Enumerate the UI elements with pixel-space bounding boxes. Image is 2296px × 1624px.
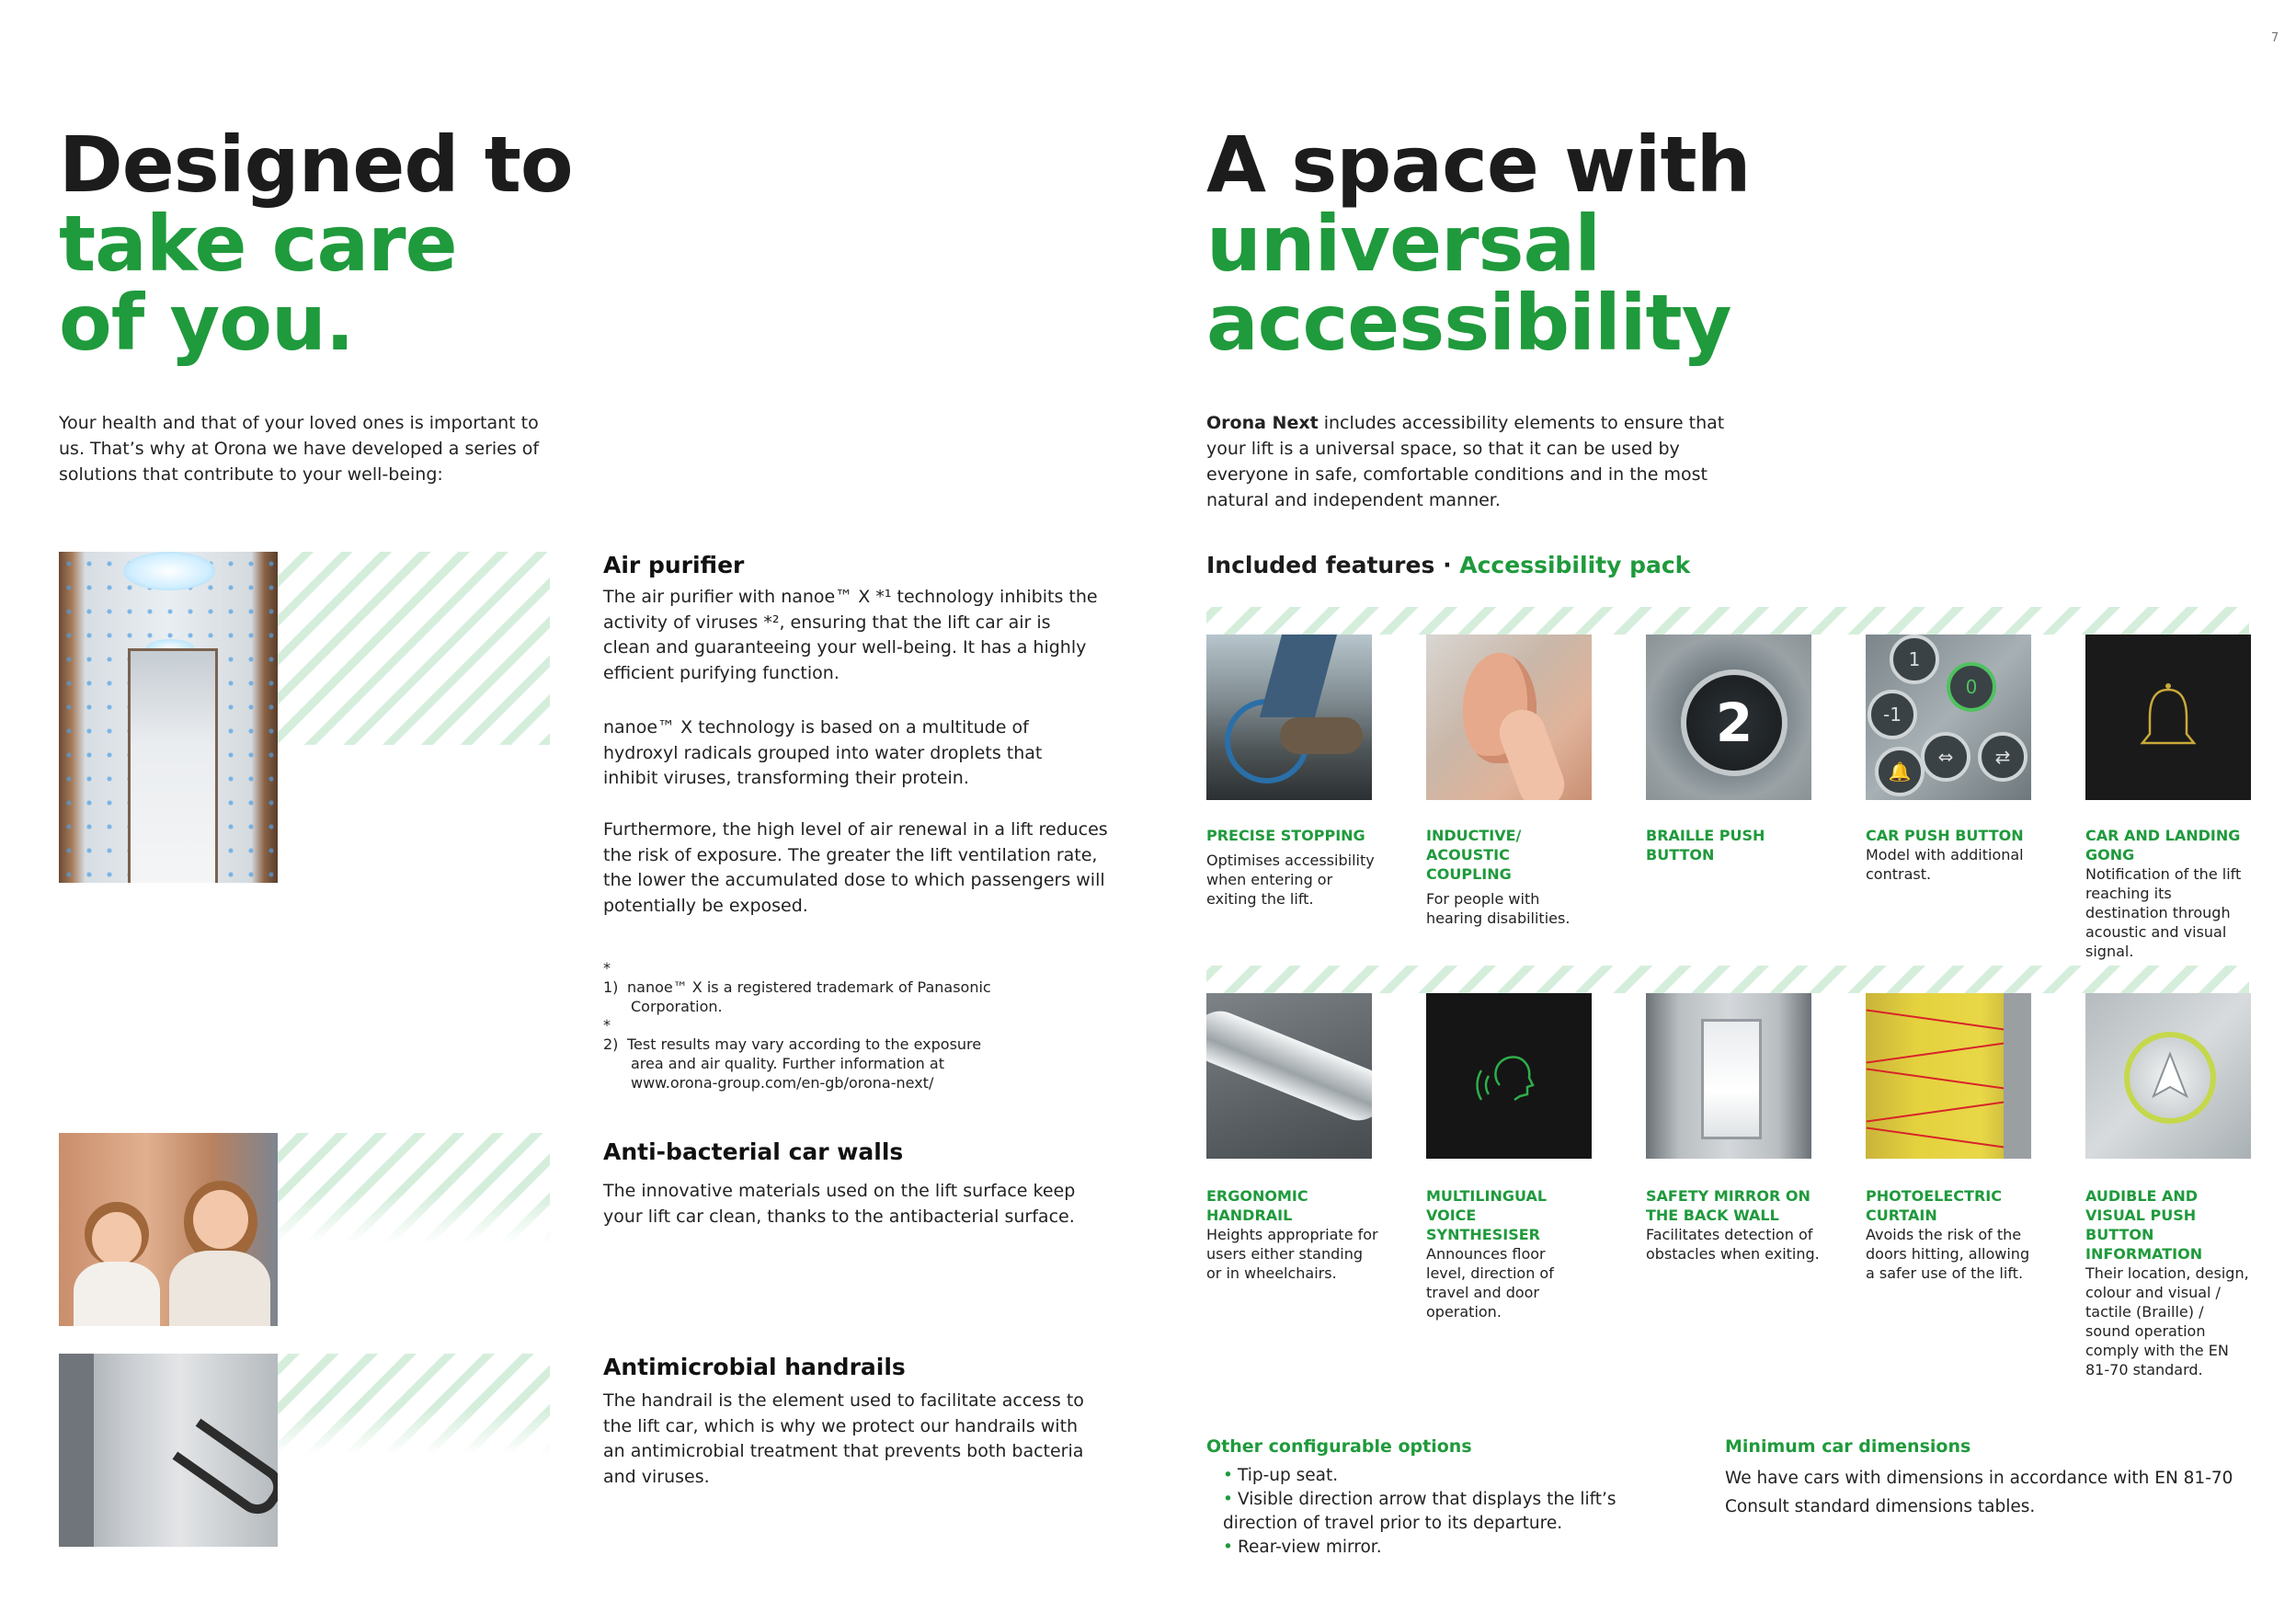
feature-safety-mirror	[1646, 1186, 1834, 1264]
footnote-1	[603, 958, 1081, 1016]
handrail-image	[59, 1354, 278, 1547]
features-heading	[1206, 552, 1690, 578]
feature-desc: Avoids the risk of the doors hitting, allowing a safer use of the lift.	[1866, 1226, 2030, 1282]
features-label: Included features	[1206, 552, 1435, 578]
feature-photoelectric-curtain	[1866, 1186, 2031, 1283]
min-dimensions-line-1: We have cars with dimensions in accordance with EN 81-70	[1725, 1469, 2233, 1488]
feature-desc: Model with additional contrast.	[1866, 846, 2024, 883]
handrails-title: Antimicrobial handrails	[603, 1354, 906, 1380]
footnote-2-link[interactable]: www.orona-group.com/en-gb/orona-next/	[631, 1074, 934, 1092]
list-item: • Visible direction arrow that displays the lift’s direction of travel prior to its departure.	[1223, 1490, 1616, 1533]
air-purifier-title: Air purifier	[603, 552, 745, 578]
feature-title: SAFETY MIRROR ON THE BACK WALL	[1646, 1187, 1811, 1224]
children-in-lift-image	[59, 1133, 278, 1326]
list-item: • Tip-up seat.	[1223, 1466, 1339, 1485]
feature-car-push-button	[1866, 826, 2040, 884]
feature-gong	[2085, 826, 2251, 961]
curtain-photo	[1866, 993, 2031, 1159]
voice-icon	[1426, 993, 1592, 1159]
feature-desc: Their location, design, colour and visual / tactile (Braille) / sound operation comply with the EN 81-70 standard.	[2085, 1264, 2249, 1378]
features-separator: ·	[1434, 552, 1460, 578]
feature-title: MULTILINGUAL VOICE SYNTHESISER	[1426, 1187, 1548, 1243]
right-headline	[1206, 120, 1751, 368]
feature-inductive-coupling	[1426, 826, 1592, 928]
mirror-photo	[1646, 993, 1811, 1159]
feature-ergonomic-handrail	[1206, 1186, 1381, 1283]
braille-button-photo	[1646, 635, 1811, 800]
right-intro	[1206, 410, 1740, 513]
right-intro-text: includes accessibility elements to ensure that your lift is a universal space, so that it can be used by everyone in safe, comfortable conditions and in the most natural and independent manner.	[1206, 413, 1725, 510]
footnote-1-line-1: nanoe™ X is a registered trademark of Panasonic	[627, 978, 991, 996]
feature-title: ERGONOMIC HANDRAIL	[1206, 1187, 1308, 1224]
footnote-2-line-1: Test results may vary according to the exposure	[627, 1035, 982, 1053]
feature-desc: Heights appropriate for users either standing or in wheelchairs.	[1206, 1226, 1378, 1282]
left-headline-line-1: Designed to	[59, 120, 573, 210]
other-options-list	[1223, 1464, 1655, 1560]
feature-braille-push-button	[1646, 826, 1793, 864]
footnote-2-mark: * 2)	[603, 1016, 619, 1053]
feature-voice-synthesiser	[1426, 1186, 1573, 1321]
right-headline-line-1: A space with	[1206, 120, 1751, 210]
product-name: Orona Next	[1206, 413, 1319, 433]
feature-desc: Optimises accessibility when entering or exiting the lift.	[1206, 852, 1375, 908]
feature-desc: Announces floor level, direction of travel and door operation.	[1426, 1245, 1554, 1321]
feature-audible-visual-info	[2085, 1186, 2249, 1379]
stripe-pattern	[1206, 966, 2249, 993]
footnote-1-mark: * 1)	[603, 959, 619, 996]
list-item: • Rear-view mirror.	[1223, 1538, 1382, 1557]
min-dimensions-line-2: Consult standard dimensions tables.	[1725, 1497, 2036, 1516]
feature-title: CAR AND LANDING GONG	[2085, 827, 2241, 863]
feature-title: PHOTOELECTRIC CURTAIN	[1866, 1187, 2002, 1224]
stripe-pattern	[1206, 607, 2249, 635]
air-purifier-paragraph-3: Furthermore, the high level of air renewal in a lift reduces the risk of exposure. The greater the lift ventilation rate, the lower the accumulated dose to which passengers will potentially be exposed.	[603, 819, 1108, 916]
feature-desc: Notification of the lift reaching its destination through acoustic and visual signal.	[2085, 865, 2242, 960]
handrails-text: The handrail is the element used to facilitate access to the lift car, which is why we protect our handrails with an antimicrobial treatment that prevents both bacteria and viruses.	[603, 1390, 1084, 1487]
ear-photo	[1426, 635, 1592, 800]
left-headline-line-2: take care	[59, 199, 457, 289]
arrow-button-photo	[2085, 993, 2251, 1159]
air-purifier-paragraph-2: nanoe™ X technology is based on a multitude of hydroxyl radicals grouped into water droplets that inhibit viruses, transforming their protein.	[603, 717, 1043, 788]
feature-title: CAR PUSH BUTTON	[1866, 827, 2024, 844]
min-dimensions-title: Minimum car dimensions	[1725, 1436, 1971, 1457]
bell-icon	[2085, 635, 2251, 800]
feature-title: BRAILLE PUSH BUTTON	[1646, 827, 1765, 863]
braille-button-label: 2	[1681, 669, 1788, 776]
feature-title: AUDIBLE AND VISUAL PUSH BUTTON INFORMATION	[2085, 1187, 2203, 1263]
left-headline-line-3: of you.	[59, 278, 354, 368]
footnote-1-line-2: Corporation.	[631, 998, 723, 1015]
elevator-interior-image	[59, 552, 278, 883]
walls-title: Anti-bacterial car walls	[603, 1138, 904, 1165]
car-push-button-photo: 1 0 -1 🔔 ⇔ ⇄	[1866, 635, 2031, 800]
footnote-2	[603, 1015, 1081, 1092]
feature-precise-stopping	[1206, 826, 1381, 909]
features-pack: Accessibility pack	[1459, 552, 1691, 578]
right-headline-line-3: accessibility	[1206, 278, 1731, 368]
wheelchair-photo	[1206, 635, 1372, 800]
left-intro: Your health and that of your loved ones is important to us. That’s why at Orona we have developed a series of solutions that contribute to your well-being:	[59, 413, 540, 485]
min-dimensions-text	[1725, 1464, 2277, 1521]
feature-title: PRECISE STOPPING	[1206, 827, 1365, 844]
feature-title: INDUCTIVE/ ACOUSTIC COUPLING	[1426, 827, 1522, 883]
footnote-2-line-2: area and air quality. Further information at	[631, 1055, 944, 1072]
walls-text: The innovative materials used on the lift surface keep your lift car clean, thanks to the antibacterial surface.	[603, 1181, 1076, 1227]
left-headline	[59, 120, 573, 368]
stripe-pattern	[276, 552, 550, 745]
feature-desc: For people with hearing disabilities.	[1426, 890, 1571, 927]
handrail-photo	[1206, 993, 1372, 1159]
page-number: 7	[2271, 31, 2279, 45]
air-purifier-paragraph-1: The air purifier with nanoe™ X *¹ technology inhibits the activity of viruses *², ensuring that the lift car air is clean and guaranteeing your well-being. It has a highly efficient purifying function.	[603, 587, 1098, 683]
stripe-pattern	[276, 1133, 550, 1243]
feature-desc: Facilitates detection of obstacles when exiting.	[1646, 1226, 1820, 1263]
right-headline-line-2: universal	[1206, 199, 1601, 289]
stripe-pattern	[276, 1354, 550, 1455]
other-options-title: Other configurable options	[1206, 1436, 1472, 1457]
